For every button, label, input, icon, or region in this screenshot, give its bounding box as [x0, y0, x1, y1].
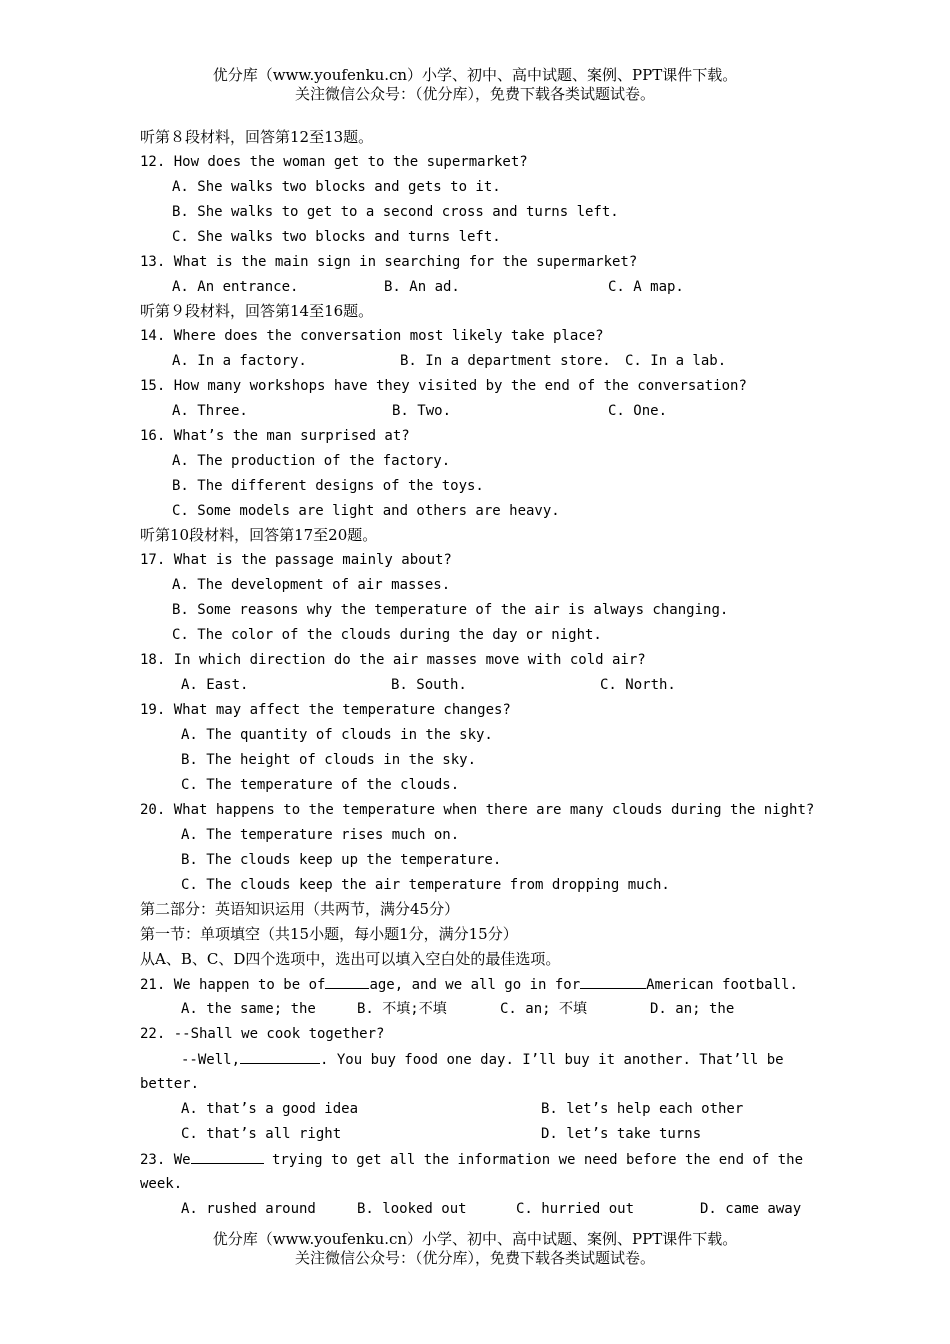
- question-15-stem: 15. How many workshops have they visited by the end of the conversation?: [140, 378, 747, 394]
- section-1-heading: 第一节：单项填空（共15小题，每小题1分，满分15分）: [140, 925, 518, 943]
- question-13-stem: 13. What is the main sign in searching for the supermarket?: [140, 254, 638, 270]
- question-20-stem: 20. What happens to the temperature when there are many clouds during the night?: [140, 802, 815, 818]
- question-22-reply: [181, 1049, 784, 1070]
- question-23-option-d: D. came away: [700, 1201, 802, 1217]
- question-14-stem: 14. Where does the conversation most likely take place?: [140, 328, 604, 344]
- question-23-stem: [140, 1149, 803, 1170]
- question-21-part-2: age, and we all go in for: [369, 977, 581, 993]
- question-21-option-d: D. an; the: [650, 1001, 735, 1017]
- question-15-option-b: B. Two.: [392, 403, 452, 419]
- question-17-stem: 17. What is the passage mainly about?: [140, 552, 452, 568]
- header-line-1: 优分库（www.youfenku.cn）小学、初中、高中试题、案例、PPT课件下载。: [212, 66, 738, 84]
- question-20-option-b: B. The clouds keep up the temperature.: [181, 852, 502, 868]
- answer-blank: [240, 1049, 320, 1064]
- question-20-option-a: A. The temperature rises much on.: [181, 827, 460, 843]
- question-15-option-c: C. One.: [608, 403, 668, 419]
- question-22-option-a: A. that’s a good idea: [181, 1101, 359, 1117]
- question-23-option-a: A. rushed around: [181, 1201, 316, 1217]
- question-18-option-a: A. East.: [181, 677, 249, 693]
- question-22-option-d: D. let’s take turns: [541, 1126, 702, 1142]
- question-16-stem: 16. What’s the man surprised at?: [140, 428, 410, 444]
- question-19-option-c: C. The temperature of the clouds.: [181, 777, 460, 793]
- question-12-option-b: B. She walks to get to a second cross and turns left.: [172, 204, 619, 220]
- question-22-option-b: B. let’s help each other: [541, 1101, 744, 1117]
- section-heading-8: 听第８段材料，回答第12至13题。: [140, 128, 374, 146]
- question-19-stem: 19. What may affect the temperature changes?: [140, 702, 511, 718]
- header-line-2: 关注微信公众号：（优分库），免费下载各类试题试卷。: [294, 85, 655, 103]
- question-21-option-c: C. an; 不填: [500, 1001, 588, 1017]
- question-22-part-1: --Well,: [181, 1052, 241, 1068]
- footer-line-1: 优分库（www.youfenku.cn）小学、初中、高中试题、案例、PPT课件下载。: [212, 1230, 738, 1248]
- answer-blank: [191, 1149, 264, 1164]
- question-23-part-1: 23. We: [140, 1152, 191, 1168]
- part-2-heading: 第二部分：英语知识运用（共两节，满分45分）: [140, 900, 460, 918]
- question-21-option-b: B. 不填;不填: [357, 1001, 447, 1017]
- answer-blank: [325, 974, 369, 989]
- question-12-option-c: C. She walks two blocks and turns left.: [172, 229, 501, 245]
- question-12-option-a: A. She walks two blocks and gets to it.: [172, 179, 501, 195]
- question-17-option-a: A. The development of air masses.: [172, 577, 451, 593]
- question-13-option-a: A. An entrance.: [172, 279, 299, 295]
- question-16-option-a: A. The production of the factory.: [172, 453, 451, 469]
- question-19-option-b: B. The height of clouds in the sky.: [181, 752, 477, 768]
- section-heading-9: 听第９段材料，回答第14至16题。: [140, 302, 374, 320]
- question-14-option-c: C. In a lab.: [625, 353, 727, 369]
- question-23-option-c: C. hurried out: [516, 1201, 635, 1217]
- answer-blank: [580, 974, 646, 989]
- instructions: 从A、B、C、D四个选项中，选出可以填入空白处的最佳选项。: [140, 950, 561, 968]
- question-14-option-b: B. In a department store.: [400, 353, 611, 369]
- question-16-option-b: B. The different designs of the toys.: [172, 478, 484, 494]
- question-22-part-2: . You buy food one day. I’ll buy it another. That’ll be: [320, 1052, 784, 1068]
- question-19-option-a: A. The quantity of clouds in the sky.: [181, 727, 493, 743]
- question-13-option-b: B. An ad.: [384, 279, 460, 295]
- question-14-option-a: A. In a factory.: [172, 353, 307, 369]
- footer-line-2: 关注微信公众号：（优分库），免费下载各类试题试卷。: [294, 1249, 655, 1267]
- question-18-option-c: C. North.: [600, 677, 676, 693]
- question-21-part-1: 21. We happen to be of: [140, 977, 326, 993]
- question-23-part-2: trying to get all the information we need before the end of the: [263, 1152, 804, 1168]
- question-22-option-c: C. that’s all right: [181, 1126, 342, 1142]
- question-20-option-c: C. The clouds keep the air temperature from dropping much.: [181, 877, 670, 893]
- section-heading-10: 听第10段材料，回答第17至20题。: [140, 526, 378, 544]
- question-21-part-3: American football.: [646, 977, 798, 993]
- question-22-continuation: better.: [140, 1076, 200, 1092]
- question-18-stem: 18. In which direction do the air masses move with cold air?: [140, 652, 646, 668]
- question-13-option-c: C. A map.: [608, 279, 684, 295]
- question-17-option-c: C. The color of the clouds during the day or night.: [172, 627, 602, 643]
- question-15-option-a: A. Three.: [172, 403, 248, 419]
- question-17-option-b: B. Some reasons why the temperature of the air is always changing.: [172, 602, 729, 618]
- question-12-stem: 12. How does the woman get to the supermarket?: [140, 154, 528, 170]
- question-23-continuation: week.: [140, 1176, 183, 1192]
- question-21-option-a: A. the same; the: [181, 1001, 316, 1017]
- question-16-option-c: C. Some models are light and others are heavy.: [172, 503, 560, 519]
- question-18-option-b: B. South.: [391, 677, 467, 693]
- question-23-option-b: B. looked out: [357, 1201, 467, 1217]
- question-22-stem: 22. --Shall we cook together?: [140, 1026, 385, 1042]
- question-21-stem: [140, 974, 798, 995]
